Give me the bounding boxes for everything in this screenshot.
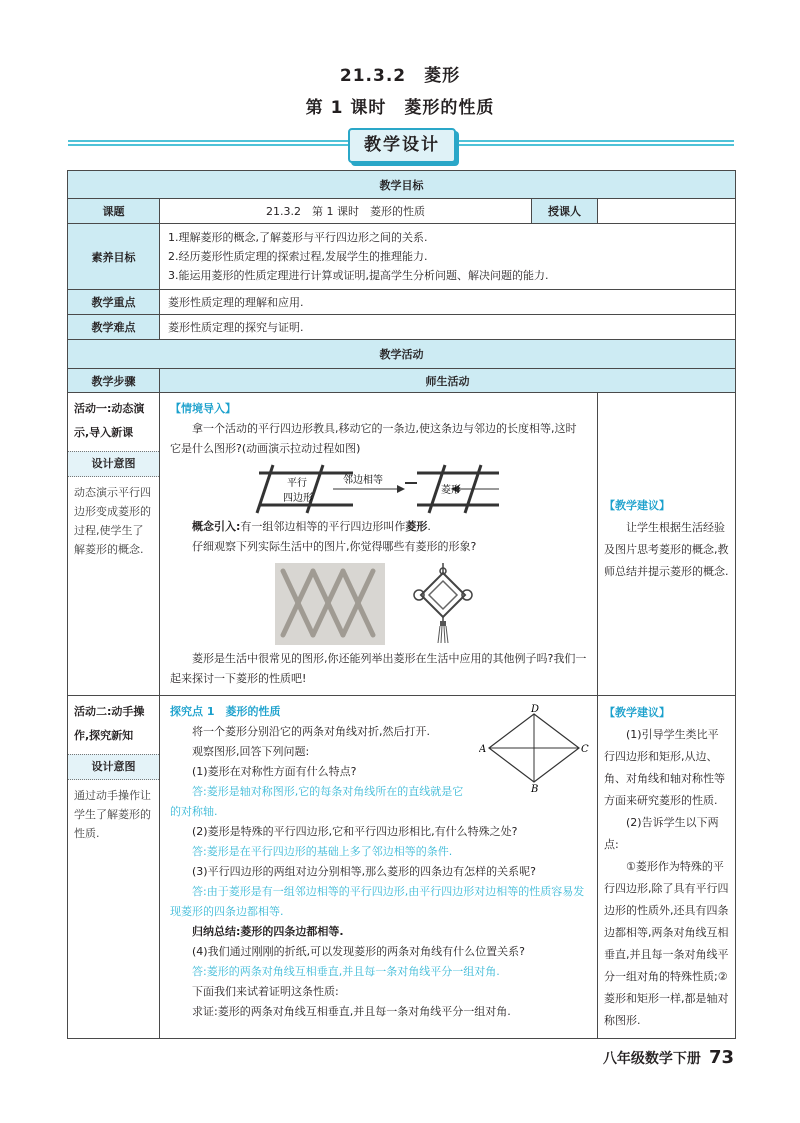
suggestion-text-2: (2)告诉学生以下两点: <box>604 816 719 851</box>
teacher-label: 授课人 <box>532 199 598 224</box>
fig-label-c: 邻边相等 <box>342 475 383 486</box>
activity2-intent: 通过动手操作让学生了解菱形的性质. <box>74 789 151 840</box>
rhombus-rack-photo <box>275 563 385 645</box>
teaching-design-banner: 教学设计 <box>348 128 456 163</box>
activity2-title: 活动二:动手操作,探究新知 <box>74 705 145 742</box>
suggestion-tag: 【教学建议】 <box>604 499 670 512</box>
activity2-suggestion <box>598 696 736 1039</box>
difficulty-label: 教学难点 <box>68 315 160 340</box>
topic-label: 课题 <box>68 199 160 224</box>
activity1-side <box>68 393 160 696</box>
activities-heading: 教学活动 <box>68 340 736 369</box>
book-title: 八年级数学下册 <box>602 1051 701 1067</box>
vertex-b: B <box>531 784 539 792</box>
suggestion-text: (1)引导学生类比平行四边形和矩形,从边、角、对角线和轴对称性等方面来研究菱形的性质. <box>604 728 725 807</box>
proof-intro: 下面我们来试着证明这条性质: <box>192 985 339 998</box>
vertex-c: C <box>581 744 589 755</box>
answer-2: 答:菱形是在平行四边形的基础上多了邻边相等的条件. <box>192 845 453 858</box>
activity1-content <box>160 393 598 696</box>
proof-statement: 求证:菱形的两条对角线互相垂直,并且每一条对角线平分一组对角. <box>192 1005 511 1018</box>
activity2-design-label: 设计意图 <box>68 754 159 780</box>
summary: 归纳总结:菱形的四条边都相等. <box>192 925 344 938</box>
goals-heading: 教学目标 <box>68 171 736 199</box>
suggestion-tag: 【教学建议】 <box>604 706 670 719</box>
concept-intro <box>170 517 587 537</box>
teacher-value <box>598 199 736 224</box>
answer-1: 答:菱形是轴对称图形,它的每条对角线所在的直线就是它的对称轴. <box>170 785 464 818</box>
literacy-item: 2.经历菱形性质定理的探索过程,发展学生的推理能力. <box>168 250 428 263</box>
rhombus-diagram <box>479 704 589 792</box>
activity1-closing: 菱形是生活中很常见的图形,你还能列举出菱形在生活中应用的其他例子吗?我们一起来探讨一下菱形的性质吧! <box>170 652 587 685</box>
concept-term: 菱形 <box>405 520 428 533</box>
activity2-content <box>160 696 598 1039</box>
activity1-title: 活动一:动态演示,导入新课 <box>74 402 145 439</box>
question-3: (3)平行四边形的两组对边分别相等,那么菱形的四条边有怎样的关系呢? <box>192 865 536 878</box>
activity1-suggestion <box>598 393 736 696</box>
situation-tag: 【情境导入】 <box>170 402 236 415</box>
suggestion-text: 让学生根据生活经验及图片思考菱形的概念,教师总结并提示菱形的概念. <box>604 521 729 578</box>
vertex-d: D <box>531 704 540 715</box>
fig-label-b: 四边形 <box>282 493 313 504</box>
topic-value: 21.3.2 第 1 课时 菱形的性质 <box>160 199 532 224</box>
activity1-para: 拿一个活动的平行四边形教具,移动它的一条边,使这条边与邻边的长度相等,这时它是什么图形?(动画演示拉动过程如图) <box>170 422 577 455</box>
vertex-a: A <box>479 744 487 755</box>
real-life-images <box>170 563 587 645</box>
question-2: (2)菱形是特殊的平行四边形,它和平行四边形相比,有什么特殊之处? <box>192 825 518 838</box>
lesson-plan-table <box>67 170 736 1039</box>
question-4: (4)我们通过刚刚的折纸,可以发现菱形的两条对角线有什么位置关系? <box>192 945 525 958</box>
answer-3: 答:由于菱形是有一组邻边相等的平行四边形,由平行四边形对边相等的性质容易发现菱形的四条边都相等. <box>170 885 585 918</box>
activity1-intent: 动态演示平行四边形变成菱形的过程,使学生了解菱形的概念. <box>74 486 151 556</box>
difficulty-value: 菱形性质定理的探究与证明. <box>160 315 736 340</box>
literacy-item: 1.理解菱形的概念,了解菱形与平行四边形之间的关系. <box>168 231 428 244</box>
activity1-design-label: 设计意图 <box>68 451 159 477</box>
fig-label-a: 平行 <box>286 478 307 489</box>
activity2-side <box>68 696 160 1039</box>
lesson-title: 第 1 课时 菱形的性质 <box>305 98 495 118</box>
teacher-student-label: 师生活动 <box>160 369 736 393</box>
suggestion-text-3: ①菱形作为特殊的平行四边形,除了具有平行四边形的性质外,还具有四条边都相等,两条对角线互相垂直,并且每一条对角线平分一组对角的特殊性质;②菱形和矩形一样,都是轴对称图形. <box>604 860 729 1027</box>
literacy-item: 3.能运用菱形的性质定理进行计算或证明,提高学生分析问题、解决问题的能力. <box>168 269 549 282</box>
fold-instruction: 将一个菱形分别沿它的两条对角线对折,然后打开. <box>192 725 430 738</box>
concept-prefix: 概念引入: <box>192 520 241 533</box>
chinese-knot-photo <box>403 563 483 645</box>
page-footer <box>603 1047 734 1068</box>
concept-text: 有一组邻边相等的平行四边形叫作 <box>240 520 406 533</box>
literacy-goals <box>160 224 736 290</box>
section-title: 21.3.2 菱形 <box>339 66 461 86</box>
fig-label-d: 菱形 <box>440 485 461 496</box>
question-1: (1)菱形在对称性方面有什么特点? <box>192 765 357 778</box>
observe-prompt: 仔细观察下列实际生活中的图片,你觉得哪些有菱形的形象? <box>192 540 477 553</box>
page-number: 73 <box>708 1047 734 1068</box>
parallelogram-animation-figure <box>249 461 509 515</box>
key-point-value: 菱形性质定理的理解和应用. <box>160 290 736 315</box>
answer-4: 答:菱形的两条对角线互相垂直,并且每一条对角线平分一组对角. <box>192 965 500 978</box>
concept-end: . <box>427 520 431 533</box>
literacy-label: 素养目标 <box>68 224 160 290</box>
steps-label: 教学步骤 <box>68 369 160 393</box>
observe-instruction: 观察图形,回答下列问题: <box>192 745 310 758</box>
explore-point-tag: 探究点 1 菱形的性质 <box>170 705 281 718</box>
key-point-label: 教学重点 <box>68 290 160 315</box>
